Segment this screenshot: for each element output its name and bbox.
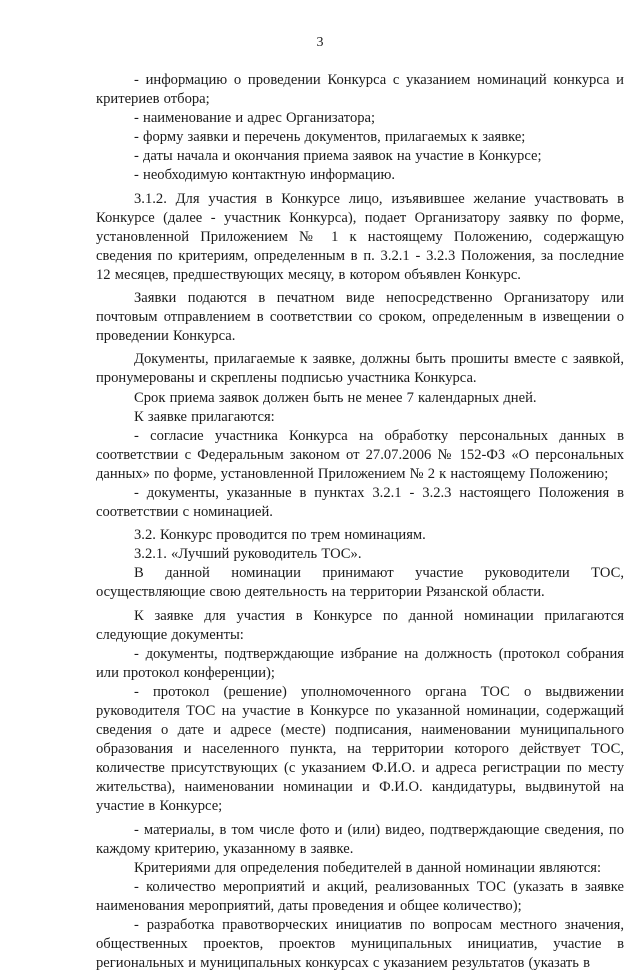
- paragraph: К заявке прилагаются:: [134, 408, 275, 425]
- paragraph: - согласие участника Конкурса на обработку персональных данных в соответствии с Федеральным законом от 27.07.2006 № 152-ФЗ «О персональных данных» по форме, установленной Приложением № 2 к настоящему Положению;: [96, 427, 624, 482]
- paragraph: - информацию о проведении Конкурса с указанием номинаций конкурса и критериев отбора;: [96, 72, 624, 108]
- page-number: 3: [316, 35, 324, 50]
- paragraph: Документы, прилагаемые к заявке, должны быть прошиты вместе с заявкой, пронумерованы и скреплены подписью участника Конкурса.: [96, 351, 624, 387]
- paragraph: - наименование и адрес Организатора;: [134, 110, 376, 127]
- document-body: [96, 71, 624, 973]
- paragraph: - разработка правотворческих инициатив по вопросам местного значения, общественных проектов, проектов муниципальных инициатив, участие в региональных и муниципальных конкурсах с указанием результатов (указать в: [96, 917, 624, 972]
- paragraph: - материалы, в том числе фото и (или) видео, подтверждающие сведения, по каждому критерию, указанному в заявке.: [96, 821, 624, 857]
- paragraph: В данной номинации принимают участие руководители ТОС, осуществляющие свою деятельность на территории Рязанской области.: [96, 565, 624, 601]
- paragraph: - форму заявки и перечень документов, прилагаемых к заявке;: [134, 129, 526, 146]
- paragraph: Срок приема заявок должен быть не менее 7 календарных дней.: [134, 389, 537, 406]
- paragraph: - документы, указанные в пунктах 3.2.1 - 3.2.3 настоящего Положения в соответствии с номинацией.: [96, 484, 624, 521]
- paragraph: - количество мероприятий и акций, реализованных ТОС (указать в заявке наименования мероприятий, даты проведения и общее количество);: [96, 878, 624, 914]
- paragraph: Критериями для определения победителей в данной номинации являются:: [134, 859, 602, 876]
- paragraph: - протокол (решение) уполномоченного органа ТОС о выдвижении руководителя ТОС на участие в Конкурсе по указанной номинации, содержащий сведения о дате и адресе (месте) подписания, наименовании муниципального образования и населенного пункта, на территории которого действует ТОС, количестве присутствующих (с указанием Ф.И.О. и адреса регистрации по месту жительства), наименовании номинации и Ф.И.О. кандидатуры, выдвинутой на участие в Конкурсе;: [96, 683, 624, 815]
- paragraph: 3.2.1. «Лучший руководитель ТОС».: [134, 546, 362, 563]
- paragraph: - даты начала и окончания приема заявок на участие в Конкурсе;: [134, 148, 542, 165]
- paragraph: 3.2. Конкурс проводится по трем номинациям.: [134, 527, 426, 544]
- paragraph: 3.1.2. Для участия в Конкурсе лицо, изъявившее желание участвовать в Конкурсе (далее - участник Конкурса), подает Организатору заявку по форме, установленной Приложением № 1 к настоящему Положению, содержащую сведения по критериям, определенным в п. 3.2.1 - 3.2.3 Положения, за последние 12 месяцев, предшествующих месяцу, в котором объявлен Конкурс.: [96, 190, 624, 283]
- paragraph: - документы, подтверждающие избрание на должность (протокол собрания или протокол конференции);: [96, 645, 624, 681]
- paragraph: - необходимую контактную информацию.: [134, 167, 396, 184]
- paragraph: Заявки подаются в печатном виде непосредственно Организатору или почтовым отправлением в соответствии со сроком, определенным в извещении о проведении Конкурса.: [96, 290, 624, 345]
- paragraph: К заявке для участия в Конкурсе по данной номинации прилагаются следующие документы:: [96, 607, 624, 643]
